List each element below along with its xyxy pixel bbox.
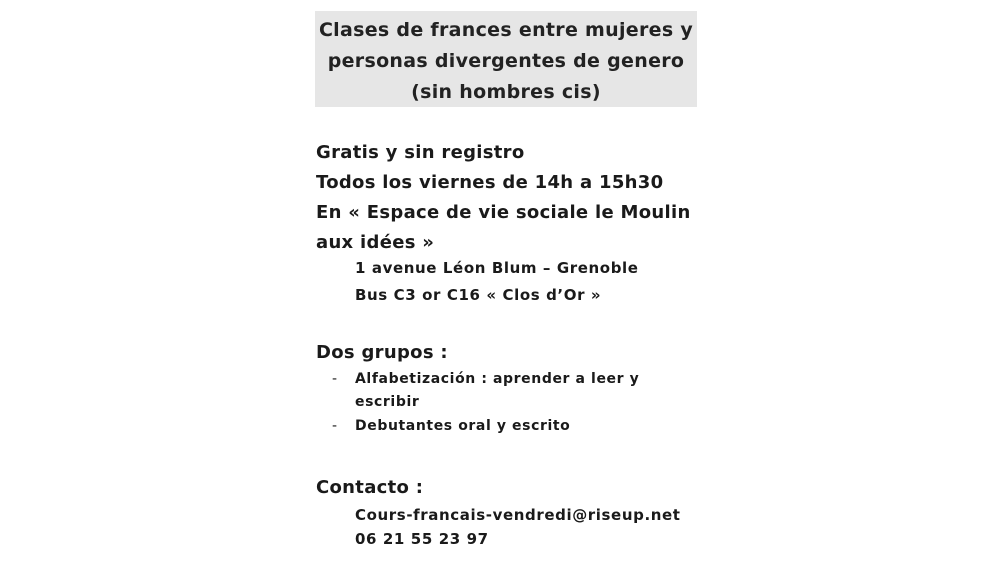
groups-heading-block	[316, 338, 448, 368]
list-item	[332, 415, 639, 438]
contact-heading: Contacto :	[316, 477, 424, 498]
title-line-1: Clases de frances entre mujeres y	[318, 19, 694, 41]
venue-line-2: aux idées »	[316, 232, 435, 253]
contact-section	[316, 473, 681, 551]
list-item	[332, 368, 639, 414]
groups-list	[332, 368, 639, 438]
group-1-line-2: escribir	[355, 394, 420, 410]
venue-line-1: En « Espace de vie sociale le Moulin	[316, 202, 691, 223]
free-text: Gratis y sin registro	[316, 142, 525, 163]
contact-email: Cours-francais-vendredi@riseup.net	[355, 506, 681, 524]
group-1-line-1: Alfabetización : aprender a leer y	[355, 371, 640, 387]
address-text: 1 avenue Léon Blum – Grenoble	[355, 259, 639, 277]
group-2-line-1: Debutantes oral y escrito	[355, 418, 571, 434]
bus-text: Bus C3 or C16 « Clos d’Or »	[355, 286, 602, 304]
title-banner	[315, 11, 697, 107]
contact-phone: 06 21 55 23 97	[355, 530, 489, 548]
title-line-2: personas divergentes de genero	[327, 50, 685, 72]
bullet-dash: -	[332, 371, 338, 387]
schedule-text: Todos los viernes de 14h a 15h30	[316, 172, 664, 193]
groups-heading: Dos grupos :	[316, 342, 448, 363]
title-line-3: (sin hombres cis)	[411, 81, 601, 103]
bullet-dash: -	[332, 418, 338, 434]
info-section	[316, 138, 691, 309]
